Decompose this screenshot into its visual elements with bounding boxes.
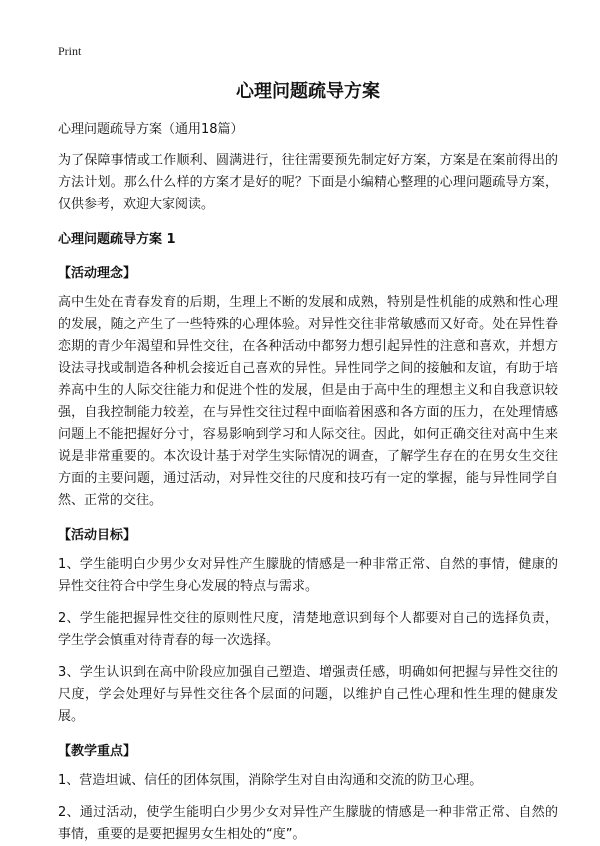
focus-item: 1、营造坦诚、信任的团体氛围，消除学生对自由沟通和交流的防卫心理。 <box>58 773 483 788</box>
section-heading: 心理问题疏导方案 1 <box>58 232 176 247</box>
goal-item: 2、学生能把握异性交往的原则性尺度，清楚地意识到每个人都要对自己的选择负责，学生学会慎重对待青春的每一次选择。 <box>58 611 558 648</box>
concept-paragraph: 高中生处在青春发育的后期，生理上不断的发展和成熟，特别是性机能的成熟和性心理的发展，随之产生了一些特殊的心理体验。对异性交往非常敏感而又好奇。处在异性眷恋期的青少年渴望和异性交往，在各种活动中都努力想引起异性的注意和喜欢，并想方设法寻找或制造各种机会接近自己喜欢的异性。异性同学之间的接触和友谊，有助于培养高中生的人际交往能力和促进个性的发展，但是由于高中生的理想主义和自我意识较强，自我控制能力较差，在与异性交往过程中面临着困惑和各方面的压力，在处理情感问题上不能把握好分寸，容易影响到学习和人际交往。因此，如何正确交往对高中生来说是非常重要的。本次设计基于对学生实际情况的调查，了解学生存在的在男女生交往方面的主要问题，通过活动，对异性交往的尺度和技巧有一定的掌握，能与异性同学自然、正常的交往。 <box>58 295 558 508</box>
document-subtitle: 心理问题疏导方案（通用18篇） <box>58 122 244 137</box>
focus-item: 2、通过活动，使学生能明白少男少女对异性产生朦胧的情感是一种非常正常、自然的事情，重要的是要把握男女生相处的“度”。 <box>58 805 558 842</box>
goal-item: 1、学生能明白少男少女对异性产生朦胧的情感是一种非常正常、自然的事情，健康的异性交往符合中学生身心发展的特点与需求。 <box>58 557 558 594</box>
goals-heading: 【活动目标】 <box>58 528 137 543</box>
concept-heading: 【活动理念】 <box>58 266 137 281</box>
intro-paragraph: 为了保障事情或工作顺利、圆满进行，往往需要预先制定好方案，方案是在案前得出的方法计划。那么什么样的方案才是好的呢？下面是小编精心整理的心理问题疏导方案，仅供参考，欢迎大家阅读。 <box>58 153 558 212</box>
goal-item: 3、学生认识到在高中阶段应加强自己塑造、增强责任感，明确如何把握与异性交往的尺度，学会处理好与异性交往各个层面的问题，以维护自己性心理和性生理的健康发展。 <box>58 665 558 724</box>
print-label: Print <box>58 44 82 58</box>
page-title: 心理问题疏导方案 <box>236 81 380 102</box>
focus-heading: 【教学重点】 <box>58 744 137 759</box>
